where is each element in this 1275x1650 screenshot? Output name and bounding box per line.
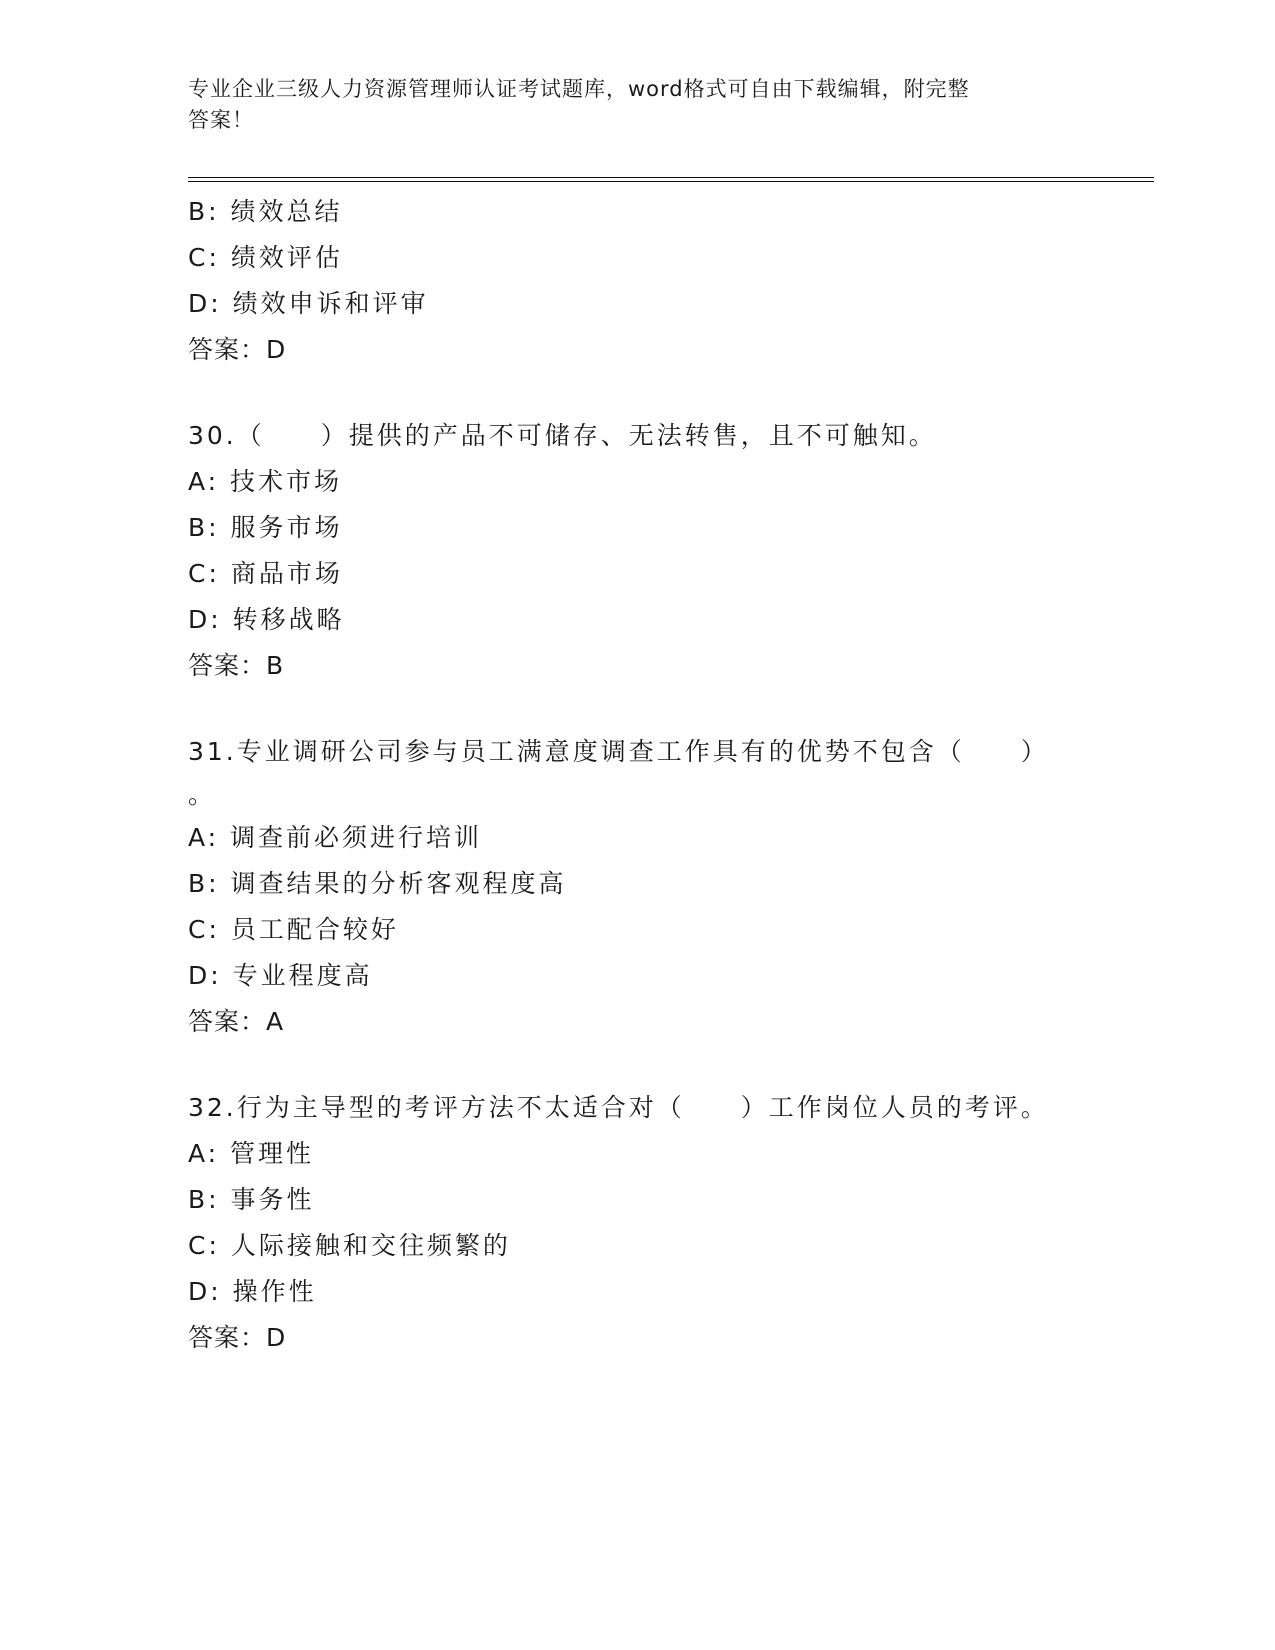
header-line-2: 答案！ xyxy=(188,108,254,132)
option-c: C: 商品市场 xyxy=(188,559,343,588)
option-c: C: 员工配合较好 xyxy=(188,915,399,944)
option-c: C: 绩效评估 xyxy=(188,243,343,272)
question-30 xyxy=(188,413,1088,689)
answer-line: 答案：D xyxy=(188,1323,287,1352)
option-a: A: 技术市场 xyxy=(188,467,343,496)
option-b: B: 事务性 xyxy=(188,1185,315,1214)
header-rule-bottom xyxy=(188,181,1154,182)
question-stem: 31.专业调研公司参与员工满意度调查工作具有的优势不包含（ ） xyxy=(188,737,1049,766)
answer-line: 答案：D xyxy=(188,335,287,364)
option-d: D: 操作性 xyxy=(188,1277,317,1306)
document-header xyxy=(188,74,1068,136)
option-b: B: 服务市场 xyxy=(188,513,343,542)
option-d: D: 绩效申诉和评审 xyxy=(188,289,429,318)
option-a: A: 调查前必须进行培训 xyxy=(188,823,483,852)
option-a: A: 管理性 xyxy=(188,1139,315,1168)
answer-line: 答案：B xyxy=(188,651,285,680)
question-stem: 32.行为主导型的考评方法不太适合对（ ）工作岗位人员的考评。 xyxy=(188,1093,1049,1122)
option-d: D: 专业程度高 xyxy=(188,961,373,990)
question-list xyxy=(188,189,1088,1361)
option-b: B: 调查结果的分析客观程度高 xyxy=(188,869,567,898)
question-32 xyxy=(188,1085,1088,1361)
option-b: B: 绩效总结 xyxy=(188,197,343,226)
option-d: D: 转移战略 xyxy=(188,605,345,634)
header-line-1: 专业企业三级人力资源管理师认证考试题库，word格式可自由下载编辑，附完整 xyxy=(188,77,970,101)
option-c: C: 人际接触和交往频繁的 xyxy=(188,1231,511,1260)
header-rule-top xyxy=(188,177,1154,178)
question-stem: 30.（ ）提供的产品不可储存、无法转售，且不可触知。 xyxy=(188,421,937,450)
question-stem-continuation: 。 xyxy=(188,780,217,809)
answer-line: 答案：A xyxy=(188,1007,285,1036)
question-29-partial xyxy=(188,189,1088,373)
question-31 xyxy=(188,729,1088,1045)
